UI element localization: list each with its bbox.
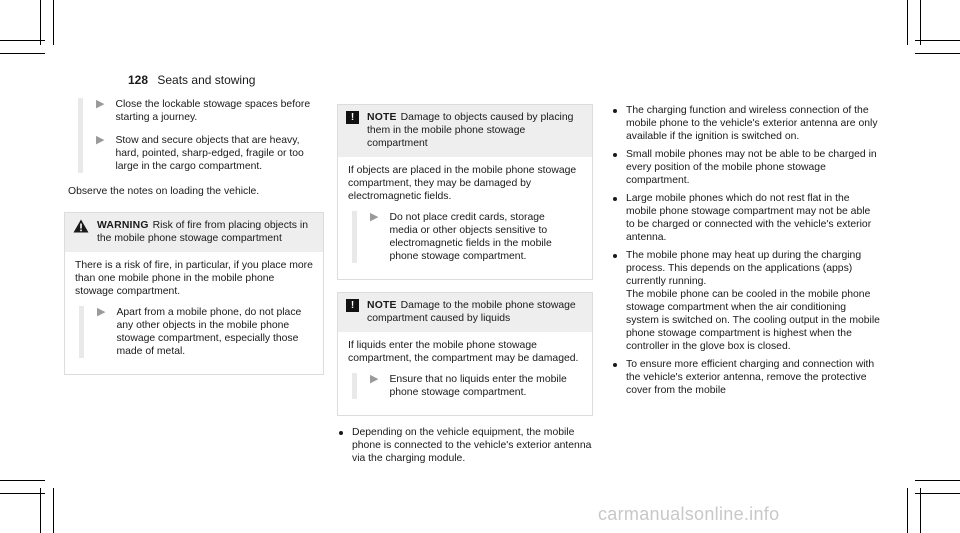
arrow-icon: ▶ xyxy=(97,306,106,318)
crop-mark xyxy=(915,53,960,54)
warning-action-text: Apart from a mobile phone, do not place any other objects in the mobile phone stowage compartment, especially those made of metal. xyxy=(116,307,302,357)
note-title-text: Damage to objects caused by placing them in the mobile phone stowage compartment xyxy=(367,112,574,149)
arrow-icon: ▶ xyxy=(96,98,105,110)
left-column xyxy=(64,98,324,375)
crop-mark xyxy=(920,488,921,533)
warning-triangle-icon xyxy=(73,219,89,233)
watermark: carmanualsonline.info xyxy=(598,504,780,524)
list-item xyxy=(92,98,318,124)
arrow-icon: ▶ xyxy=(96,134,105,146)
note-body-text: If objects are placed in the mobile phone stowage compartment, they may be damaged by electromagnetic fields. xyxy=(348,165,577,202)
bullet-list xyxy=(337,426,593,465)
note-action-text: Do not place credit cards, storage media or other objects sensitive to electromagnetic fields in the mobile phone stowage compartment. xyxy=(389,212,552,262)
section-title: Seats and stowing xyxy=(157,73,256,87)
page-number: 128 xyxy=(128,73,149,87)
list-item-text: Close the lockable stowage spaces before starting a journey. xyxy=(115,99,311,123)
warning-body-text: There is a risk of fire, in particular, if you place more than one mobile phone in the mobile phone stowage compartment. xyxy=(75,260,313,297)
note-body-text: If liquids enter the mobile phone stowage compartment, the compartment may be damaged. xyxy=(348,340,579,364)
crop-mark xyxy=(907,488,908,533)
note-label: NOTE xyxy=(367,112,397,123)
callout-bar xyxy=(352,211,357,263)
note-icon: ! xyxy=(346,299,359,312)
crop-mark xyxy=(40,488,41,533)
warning-title-text: Risk of fire from placing objects in the mobile phone stowage compartment xyxy=(97,220,308,244)
crop-mark xyxy=(0,493,45,494)
note-header xyxy=(338,293,592,332)
bullet-list xyxy=(611,104,881,397)
list-item xyxy=(611,249,881,353)
crop-mark xyxy=(915,40,960,41)
crop-mark xyxy=(40,0,41,45)
list-item-text: The mobile phone may heat up during the charging process. This depends on the applications (apps) currently running. xyxy=(626,250,862,287)
warning-body xyxy=(65,252,323,374)
note-body xyxy=(338,157,592,279)
list-item-subtext: The mobile phone can be cooled in the mobile phone stowage compartment when the air conditioning system is switched on. The cooling output in the mobile phone stowage compartment is highest when the controller in the glove box is closed. xyxy=(626,289,880,352)
list-item: To ensure more efficient charging and connection with the vehicle's exterior antenna, remove the protective cover from the mobile xyxy=(611,358,881,397)
warning-title xyxy=(97,219,315,245)
list-item xyxy=(366,211,576,263)
note-title-text: Damage to the mobile phone stowage compartment caused by liquids xyxy=(367,300,576,324)
warning-header xyxy=(65,213,323,252)
note-box xyxy=(337,104,593,280)
list-item: The charging function and wireless connection of the mobile phone to the vehicle's exterior antenna are only available if the ignition is switched on. xyxy=(611,104,881,143)
note-icon: ! xyxy=(346,111,359,124)
note-header xyxy=(338,105,592,157)
page-header xyxy=(128,73,255,87)
list-item xyxy=(366,373,576,399)
crop-mark xyxy=(53,488,54,533)
crop-mark xyxy=(0,480,45,481)
list-item: Small mobile phones may not be able to be charged in every position of the mobile phone stowage compartment. xyxy=(611,148,881,187)
arrow-icon: ▶ xyxy=(370,211,379,223)
crop-mark xyxy=(915,480,960,481)
note-title xyxy=(367,299,584,325)
note-box xyxy=(337,292,593,416)
warning-box xyxy=(64,212,324,375)
crop-mark xyxy=(53,0,54,45)
arrow-icon: ▶ xyxy=(370,373,379,385)
list-item xyxy=(92,134,318,173)
middle-column xyxy=(337,104,593,470)
warning-action-callout xyxy=(75,306,313,358)
observe-notes-text: Observe the notes on loading the vehicle. xyxy=(68,186,260,197)
list-item: Large mobile phones which do not rest flat in the mobile phone stowage compartment may not be able to be charged or connected with the vehicle's exterior antenna. xyxy=(611,192,881,244)
note-action-text: Ensure that no liquids enter the mobile phone stowage compartment. xyxy=(389,374,567,398)
crop-mark xyxy=(915,493,960,494)
precaution-callout xyxy=(64,98,324,173)
callout-bar xyxy=(352,373,357,399)
crop-mark xyxy=(0,40,45,41)
crop-mark xyxy=(920,0,921,45)
callout-bar xyxy=(78,98,83,173)
note-body xyxy=(338,332,592,415)
note-action-callout xyxy=(348,373,582,399)
note-label: NOTE xyxy=(367,300,397,311)
list-item xyxy=(93,306,307,358)
warning-label: WARNING xyxy=(97,220,149,231)
note-title xyxy=(367,111,584,150)
crop-mark xyxy=(0,53,45,54)
right-column xyxy=(611,104,881,402)
list-item-text: Stow and secure objects that are heavy, hard, pointed, sharp-edged, fragile or too large in the cargo compartment. xyxy=(115,135,304,172)
callout-bar xyxy=(79,306,84,358)
crop-mark xyxy=(907,0,908,45)
list-item: Depending on the vehicle equipment, the mobile phone is connected to the vehicle's exterior antenna via the charging module. xyxy=(337,426,593,465)
note-action-callout xyxy=(348,211,582,263)
